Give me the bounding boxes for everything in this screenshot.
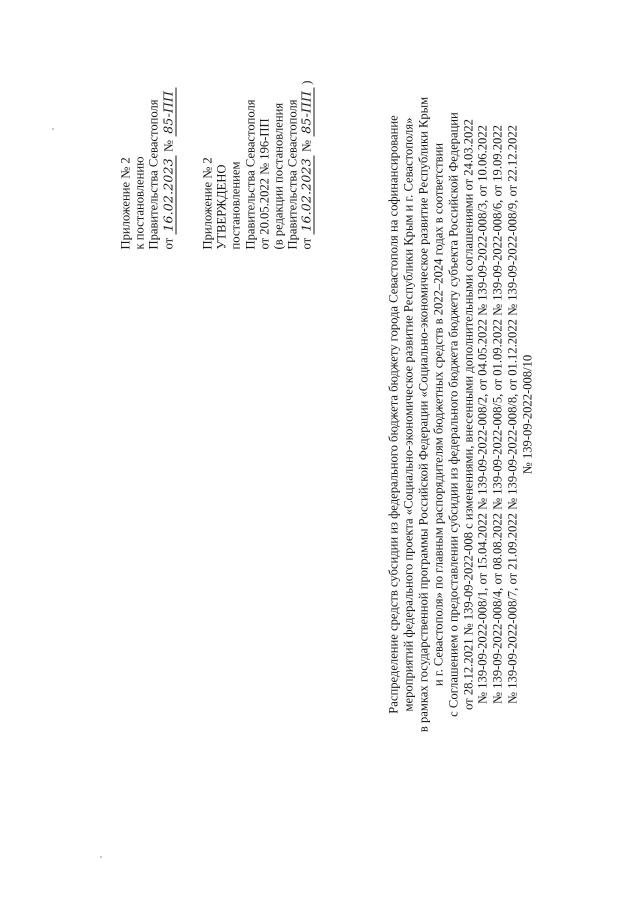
scan-speck — [100, 856, 102, 858]
document-title — [386, 24, 535, 804]
number-prefix: № — [299, 139, 314, 152]
title-line: № 139-09-2022-008/4, от 08.08.2022 № 139-09-2022-008/5, от 01.09.2022 № 139-09-2022-008/6, от 19.09.2022 — [490, 124, 505, 704]
title-line: от 28.12.2021 № 139-09-2022-008 с изменениями, внесенными дополнительными соглашениями от 24.03.2022 — [460, 118, 475, 710]
appendix-date-line — [161, 87, 175, 249]
title-line: с Соглашением о предоставлении субсидии из федерального бюджета бюджету субъекта Российской Федерации — [445, 111, 460, 717]
scan-speck — [52, 128, 54, 130]
number-prefix: № — [160, 139, 175, 152]
appendix-line: к постановлению — [132, 155, 147, 249]
appendix-block — [118, 87, 175, 249]
appendix-line: Приложение № 2 — [118, 156, 132, 249]
title-line: в рамках государственной программы Российской Федерации «Социально-экономическое развитие Республики Крым — [415, 96, 430, 732]
title-line: мероприятий федерального проекта «Социально-экономическое развитие Республики Крым и г. Севастополя» — [400, 117, 415, 711]
approved-line: постановлением — [228, 161, 243, 249]
approved-line: УТВЕРЖДЕНО — [214, 163, 229, 249]
appendix-line: Правительства Севастополя — [146, 98, 161, 249]
title-line: № 139-09-2022-008/10 — [520, 354, 535, 474]
approved-block — [200, 80, 314, 249]
handwritten-number: 85-ПП — [160, 87, 176, 136]
title-line: № 139-09-2022-008/7, от 21.09.2022 № 139-09-2022-008/8, от 01.12.2022 № 139-09-2022-008/9, от 22.12.2022 — [505, 124, 520, 704]
handwritten-date: 16.02.2023 — [160, 155, 176, 235]
approved-line: Приложение № 2 — [200, 156, 214, 249]
approved-line: от 20.05.2022 № 196-ПП — [256, 117, 271, 249]
approved-line: (в редакции постановления — [271, 102, 286, 249]
title-line: Распределение средств субсидии из федерального бюджета бюджету города Севастополя на софинансирование — [386, 114, 400, 714]
date-prefix: от — [299, 237, 314, 249]
title-line: и г. Севастополя» по главным распорядителям бюджетных средств в 2022–2024 годах в соответствии — [430, 142, 445, 686]
closing-paren: ) — [299, 79, 314, 85]
title-line: № 139-09-2022-008/1, от 15.04.2022 № 139-09-2022-008/2, от 04.05.2022 № 139-09-2022-008/3, от 10.06.2022 — [475, 124, 490, 704]
handwritten-number: 85-ПП — [298, 87, 314, 136]
approved-date-line — [299, 80, 313, 249]
approved-line: Правительства Севастополя — [242, 98, 257, 249]
date-prefix: от — [160, 237, 175, 249]
handwritten-date: 16.02.2023 — [298, 155, 314, 235]
approved-line: Правительства Севастополя — [285, 98, 300, 249]
